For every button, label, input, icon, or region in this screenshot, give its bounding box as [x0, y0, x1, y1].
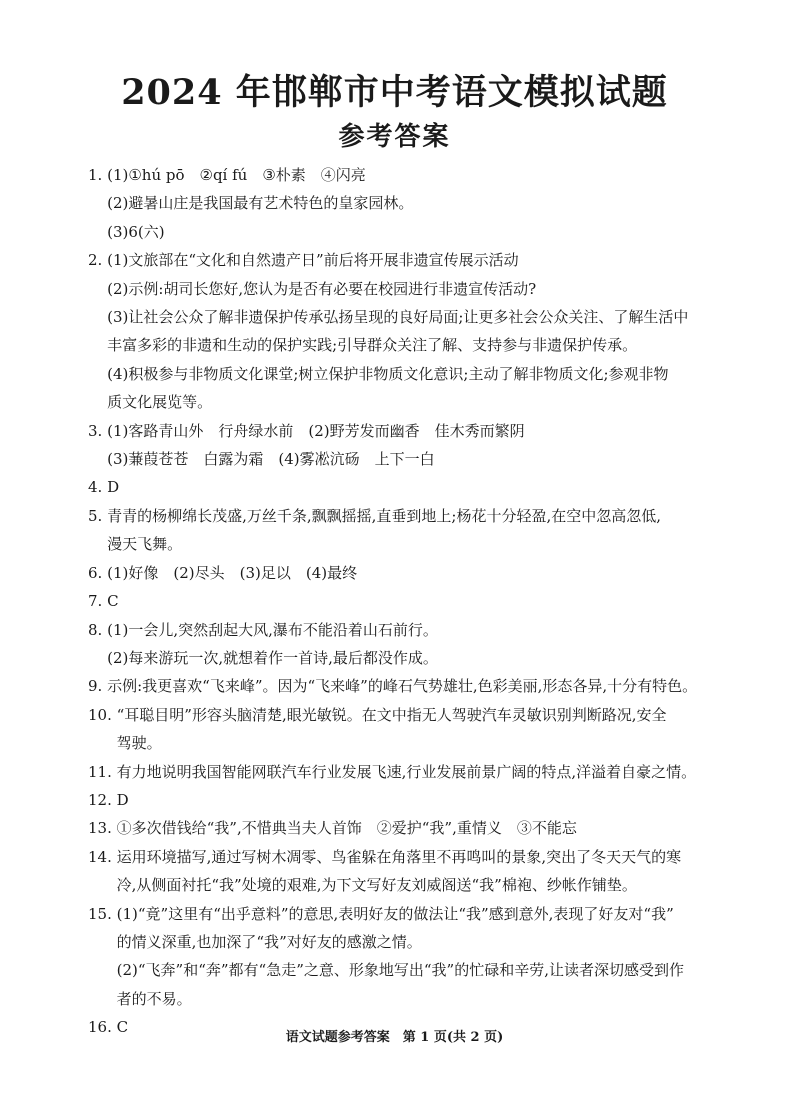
answer-line: 有力地说明我国智能网联汽车行业发展飞速,行业发展前景广阔的特点,洋溢着自豪之情。 — [116, 762, 697, 781]
answer-line: (3)6(六) — [107, 222, 165, 241]
answer-line: “耳聪目明”形容头脑清楚,眼光敏锐。在文中指无人驾驶汽车灵敏识别判断路况,安全 — [116, 705, 667, 724]
answer-line: 质文化展览等。 — [107, 393, 213, 412]
answer-item — [88, 473, 710, 501]
answer-body — [117, 843, 710, 900]
answer-number: 9. — [88, 677, 108, 696]
answer-body — [107, 161, 710, 246]
answer-list — [88, 161, 710, 1042]
answer-line: (3)让社会公众了解非遗保护传承弘扬呈现的良好局面;让更多社会公众关注、了解生活中 — [107, 308, 689, 327]
answer-line: (1)客路青山外 行舟绿水前 (2)野芳发而幽香 佳木秀而繁阴 — [107, 421, 525, 440]
answer-item — [88, 843, 710, 900]
answer-line: (2)避暑山庄是我国最有艺术特色的皇家园林。 — [107, 194, 414, 213]
answer-body — [107, 559, 710, 587]
answer-body — [107, 473, 710, 501]
answer-body — [117, 758, 710, 786]
answer-line: C — [116, 1018, 129, 1037]
answer-line: (4)积极参与非物质文化课堂;树立保护非物质文化意识;主动了解非物质文化;参观非物 — [107, 364, 669, 383]
answer-number: 4. — [88, 478, 108, 497]
answer-number: 2. — [88, 251, 108, 270]
answer-line: (1)文旅部在“文化和自然遗产日”前后将开展非遗宣传展示活动 — [107, 251, 519, 270]
answer-line: C — [107, 592, 119, 611]
answer-item — [88, 900, 710, 1014]
answer-body — [117, 814, 710, 842]
page-subtitle: 参考答案 — [338, 122, 451, 152]
answer-number: 6. — [88, 563, 108, 582]
answer-number: 14. — [88, 847, 117, 866]
page-footer: 语文试题参考答案 第 1 页(共 2 页) — [285, 1030, 504, 1045]
answer-line: 丰富多彩的非遗和生动的保护实践;引导群众关注了解、支持参与非遗保护传承。 — [107, 336, 638, 355]
answer-item — [88, 758, 710, 786]
answer-number: 10. — [88, 705, 117, 724]
answer-item — [88, 814, 710, 842]
answer-line: (2)示例:胡司长您好,您认为是否有必要在校园进行非遗宣传活动? — [107, 279, 537, 298]
answer-item — [88, 786, 710, 814]
answer-line: (1)“竟”这里有“出乎意料”的意思,表明好友的做法让“我”感到意外,表现了好友对“我” — [116, 904, 674, 923]
answer-line: (3)蒹葭苍苍 白露为霜 (4)雾凇沆砀 上下一白 — [107, 450, 435, 469]
answer-line: D — [116, 790, 129, 809]
answer-body — [107, 417, 710, 474]
page-title: 2024 年邯郸市中考语文模拟试题 — [121, 72, 668, 113]
answer-body — [117, 701, 710, 758]
answer-line: (1)一会儿,突然刮起大风,瀑布不能沿着山石前行。 — [107, 620, 438, 639]
answer-line: 者的不易。 — [116, 989, 192, 1008]
answer-item — [88, 701, 710, 758]
answer-line: ①多次借钱给“我”,不惜典当夫人首饰 ②爱护“我”,重情义 ③不能忘 — [116, 819, 577, 838]
answer-number: 3. — [88, 421, 108, 440]
answer-number: 16. — [88, 1018, 117, 1037]
answer-line: 的情义深重,也加深了“我”对好友的感激之情。 — [116, 932, 422, 951]
answer-item — [88, 246, 710, 416]
answer-number: 8. — [88, 620, 108, 639]
answer-line: 冷,从侧面衬托“我”处境的艰难,为下文写好友刘威阁送“我”棉袍、纱帐作铺垫。 — [116, 876, 637, 895]
answer-line: 青青的杨柳绵长茂盛,万丝千条,飘飘摇摇,直垂到地上;杨花十分轻盈,在空中忽高忽低, — [107, 506, 661, 525]
answer-body — [107, 502, 710, 559]
answer-line: 驾驶。 — [116, 734, 162, 753]
answer-line: 漫天飞舞。 — [107, 535, 183, 554]
answer-line: 运用环境描写,通过写树木凋零、鸟雀躲在角落里不再鸣叫的景象,突出了冬天天气的寒 — [116, 847, 682, 866]
answer-line: (1)①hú pō ②qí fú ③朴素 ④闪亮 — [107, 166, 366, 184]
answer-number: 12. — [88, 790, 117, 809]
answer-line: 示例:我更喜欢“飞来峰”。因为“飞来峰”的峰石气势雄壮,色彩美丽,形态各异,十分有特色。 — [107, 677, 698, 696]
answer-number: 1. — [88, 166, 108, 184]
answer-number: 7. — [88, 592, 108, 611]
answer-body — [117, 786, 710, 814]
answer-body — [117, 900, 710, 1014]
answer-number: 13. — [88, 819, 117, 838]
answer-body — [107, 587, 710, 615]
answer-line: (2)每来游玩一次,就想着作一首诗,最后都没作成。 — [107, 648, 438, 667]
answer-line: (1)好像 (2)尽头 (3)足以 (4)最终 — [107, 563, 358, 582]
answer-number: 15. — [88, 904, 117, 923]
answer-line: (2)“飞奔”和“奔”都有“急走”之意、形象地写出“我”的忙碌和辛劳,让读者深切感受到作 — [116, 961, 684, 980]
answer-body — [107, 672, 710, 700]
answer-number: 11. — [88, 762, 117, 781]
answer-item — [88, 587, 710, 615]
answer-body — [107, 616, 710, 673]
answer-line: D — [107, 478, 120, 497]
answer-number: 5. — [88, 506, 108, 525]
answer-item — [88, 559, 710, 587]
answer-item — [88, 502, 710, 559]
answer-item — [88, 417, 710, 474]
answer-item — [88, 161, 710, 246]
answer-item — [88, 672, 710, 700]
answer-item — [88, 616, 710, 673]
answer-body — [107, 246, 710, 416]
